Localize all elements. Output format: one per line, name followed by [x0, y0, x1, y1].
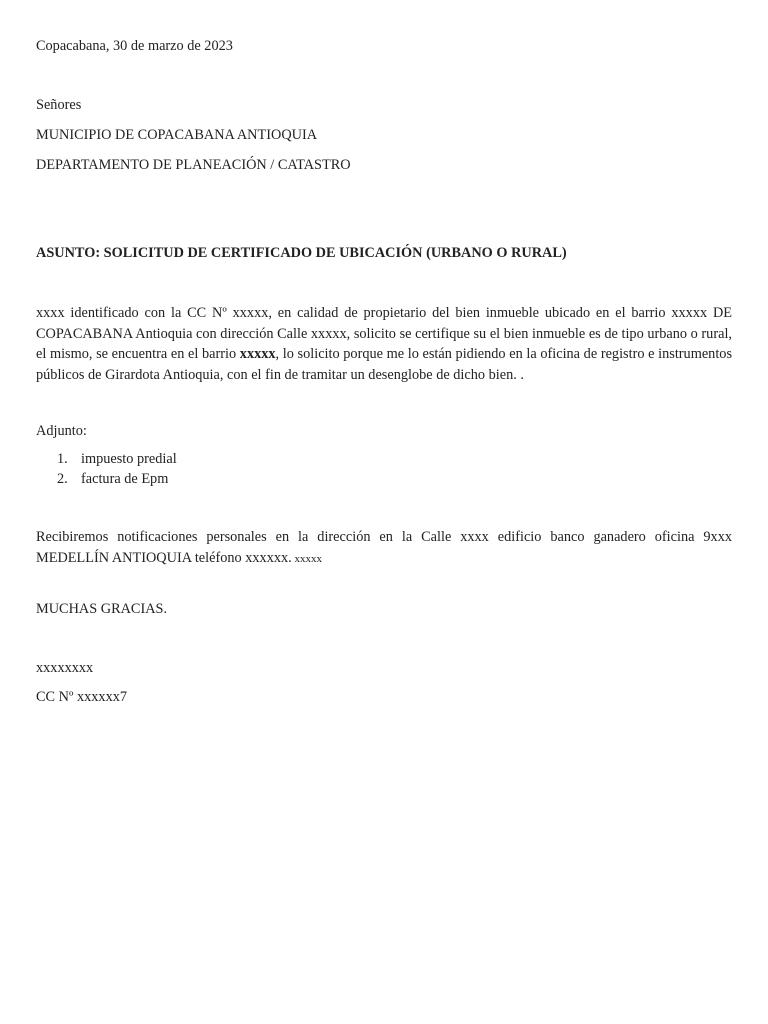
body-bold-barrio: xxxxx [239, 346, 276, 362]
notice-small-text: xxxxx [291, 552, 322, 565]
list-item-number: 1. [57, 451, 68, 467]
body-text-part-1: xxxx identificado con la CC Nº xxxxx, en calidad de propietario del bien inmueble ubicado en el barrio xxxxx DE COPACABANA Antioquia con dirección Calle xxxxx, solicito se certifique su el bien inmueble es de tipo urbano o rural, el mismo, se encuentra en el barrio [36, 305, 732, 362]
recipient-department: DEPARTAMENTO DE PLANEACIÓN / CATASTRO [36, 157, 351, 173]
notice-paragraph [36, 527, 732, 569]
signature-id: CC Nº xxxxxx7 [36, 689, 128, 705]
list-item-text: factura de Epm [81, 471, 169, 487]
salutation: Señores [36, 97, 82, 113]
notice-text: Recibiremos notificaciones personales en la dirección en la Calle xxxx edificio banco ganadero oficina 9xxx MEDELLÍN ANTIOQUIA teléfono xxxxxx. [36, 529, 732, 566]
list-item-text: impuesto predial [81, 451, 177, 467]
date-line: Copacabana, 30 de marzo de 2023 [36, 38, 233, 54]
attachments-label: Adjunto: [36, 423, 87, 439]
closing-line: MUCHAS GRACIAS. [36, 601, 168, 617]
subject-line: ASUNTO: SOLICITUD DE CERTIFICADO DE UBICACIÓN (URBANO O RURAL) [36, 245, 567, 261]
signature-name: xxxxxxxx [36, 660, 94, 676]
recipient-municipality: MUNICIPIO DE COPACABANA ANTIOQUIA [36, 127, 318, 143]
body-paragraph [36, 303, 732, 385]
body-text-part-2: , lo solicito porque me lo están pidiendo en la oficina de registro e instrumentos públicos de Girardota Antioquia, con el fin de tramitar un desenglobe de dicho bien. . [36, 346, 733, 383]
list-item-number: 2. [57, 471, 68, 487]
